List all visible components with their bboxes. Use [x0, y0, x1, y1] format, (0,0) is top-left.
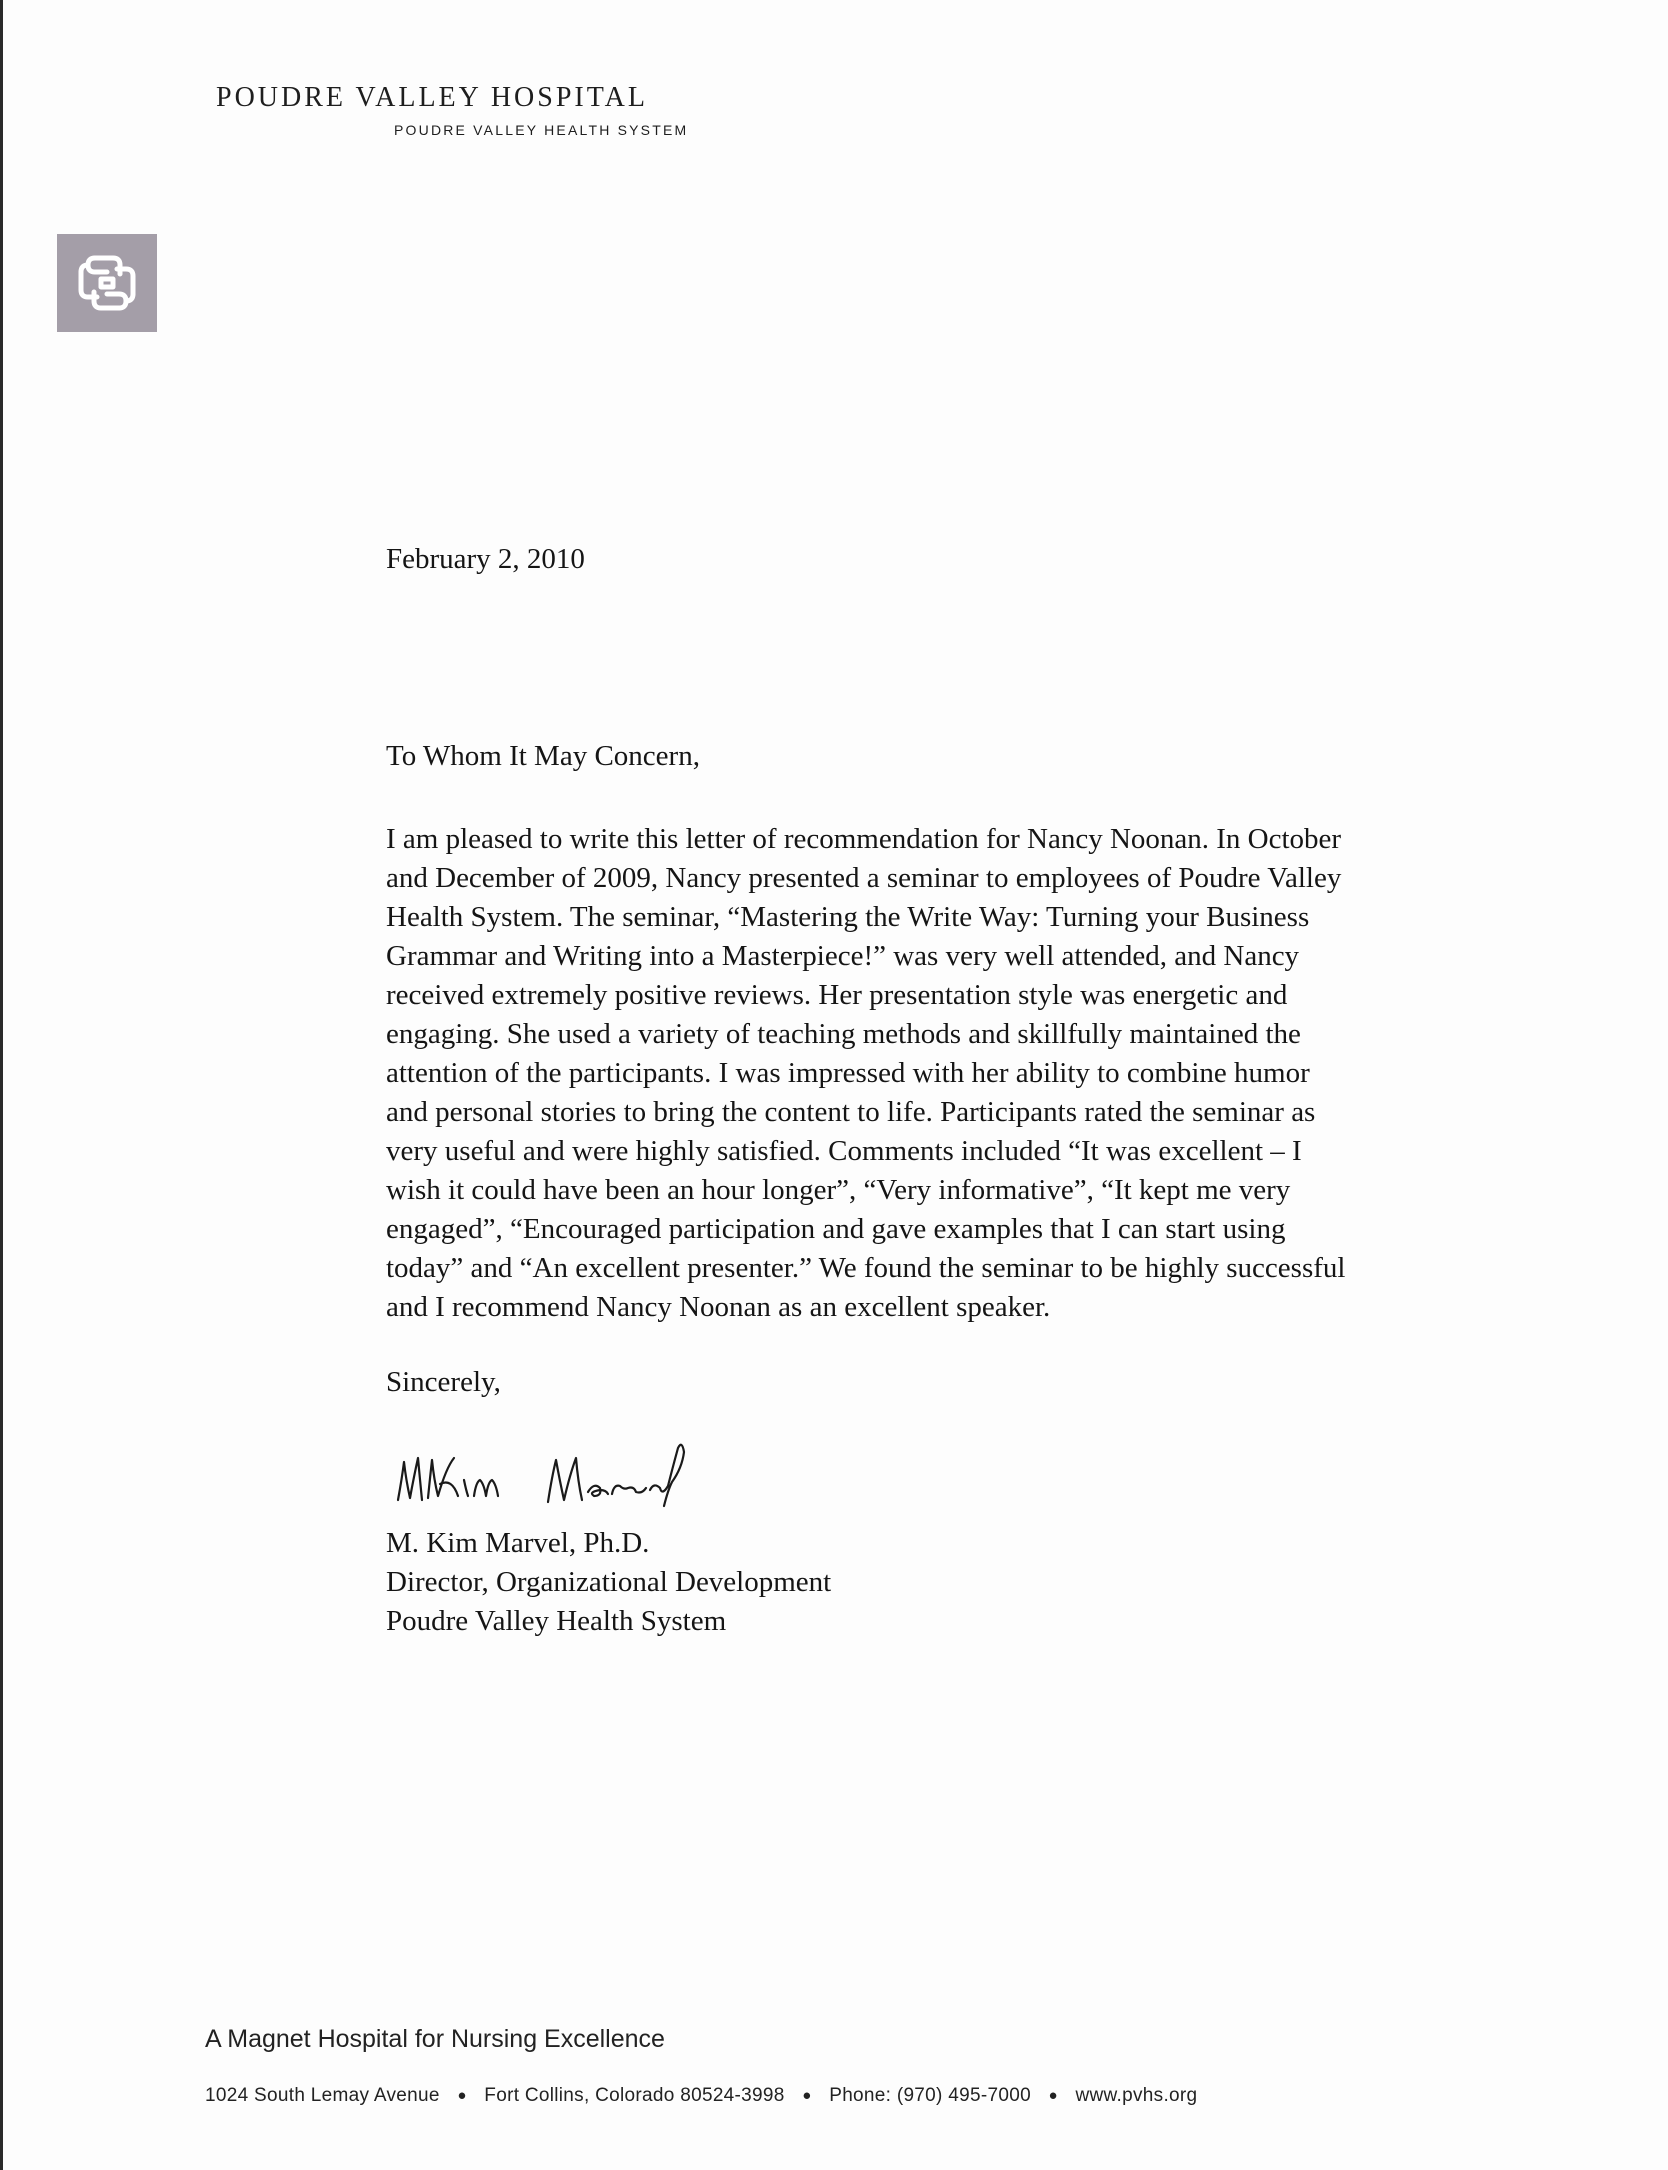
body-line: engaged”, “Encouraged participation and gave examples that I can start using — [386, 1213, 1286, 1245]
body-line: and personal stories to bring the content to life. Participants rated the seminar as — [386, 1096, 1316, 1128]
scan-edge-line — [0, 0, 3, 2170]
footer-city: Fort Collins, Colorado 80524-3998 — [484, 2085, 785, 2106]
letter-body — [386, 820, 1516, 1327]
signer-block — [386, 1524, 831, 1641]
bullet-separator-icon: ● — [1048, 2087, 1058, 2105]
signer-organization: Poudre Valley Health System — [386, 1605, 727, 1637]
body-line: wish it could have been an hour longer”, “Very informative”, “It kept me very — [386, 1174, 1291, 1206]
signer-title: Director, Organizational Development — [386, 1566, 832, 1598]
letterhead — [216, 82, 688, 138]
body-line: and I recommend Nancy Noonan as an excellent speaker. — [386, 1291, 1051, 1323]
footer-address — [205, 2085, 1197, 2107]
bullet-separator-icon: ● — [457, 2087, 467, 2105]
body-line: Health System. The seminar, “Mastering the Write Way: Turning your Business — [386, 901, 1310, 933]
body-line: very useful and were highly satisfied. Comments included “It was excellent – I — [386, 1135, 1302, 1167]
body-line: and December of 2009, Nancy presented a seminar to employees of Poudre Valley — [386, 862, 1342, 894]
health-system-name: POUDRE VALLEY HEALTH SYSTEM — [394, 122, 689, 138]
body-line: engaging. She used a variety of teaching methods and skillfully maintained the — [386, 1018, 1301, 1050]
closing: Sincerely, — [386, 1366, 501, 1398]
body-line: I am pleased to write this letter of recommendation for Nancy Noonan. In October — [386, 823, 1342, 855]
body-line: today” and “An excellent presenter.” We found the seminar to be highly successful — [386, 1252, 1346, 1284]
footer-phone: Phone: (970) 495-7000 — [829, 2085, 1031, 2106]
body-line: received extremely positive reviews. Her presentation style was energetic and — [386, 979, 1288, 1011]
handwritten-signature — [388, 1418, 768, 1518]
body-line: attention of the participants. I was impressed with her ability to combine humor — [386, 1057, 1310, 1089]
footer-tagline: A Magnet Hospital for Nursing Excellence — [205, 2025, 665, 2053]
letter-date: February 2, 2010 — [386, 543, 585, 575]
signer-name: M. Kim Marvel, Ph.D. — [386, 1527, 650, 1559]
hospital-name: POUDRE VALLEY HOSPITAL — [216, 82, 648, 113]
footer-website: www.pvhs.org — [1075, 2085, 1198, 2106]
bullet-separator-icon: ● — [802, 2087, 812, 2105]
footer-street: 1024 South Lemay Avenue — [205, 2085, 440, 2106]
salutation: To Whom It May Concern, — [386, 740, 700, 772]
hospital-logo-icon — [57, 234, 157, 332]
body-line: Grammar and Writing into a Masterpiece!” was very well attended, and Nancy — [386, 940, 1300, 972]
